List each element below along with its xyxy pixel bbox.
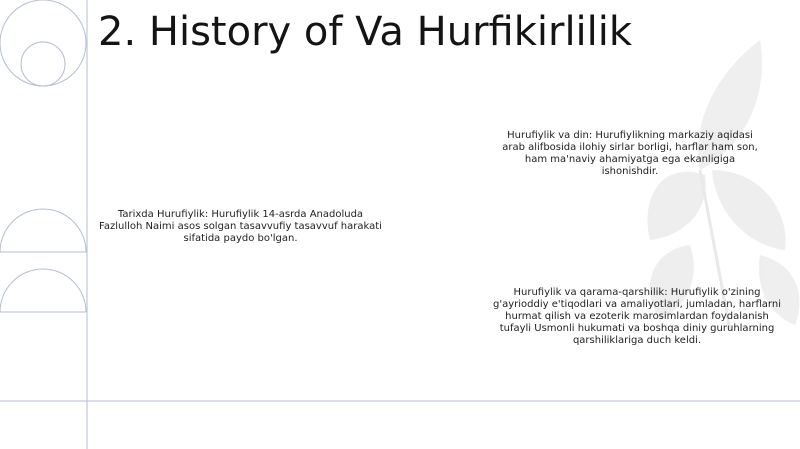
text-block-history: Tarixda Hurufiylik: Hurufiylik 14-asrda Anadoluda Fazlulloh Naimi asos solgan tasavvufiy tasavvuf harakati sifatida paydo bo'lgan. [99,209,382,244]
text-block-religion: Hurufiylik va din: Hurufiylikning markaziy aqidasi arab alifbosida ilohiy sirlar borligi, harflar ham son, ham ma'naviy ahamiyatga ega ekanligiga ishonishdir. [502,130,758,177]
text-block-opposition: Hurufiylik va qarama-qarshilik: Hurufiylik o'zining g'ayrioddiy e'tiqodlari va amaliyotlari, jumladan, harflarni hurmat qilish va ezoterik marosimlardan foydalanish tufayli Usmonli hukumati va boshqa diniy guruhlarning qarshiliklariga duch keldi. [493,287,781,346]
slide-title: 2. History of Va Hurfikirlilik [98,9,633,55]
